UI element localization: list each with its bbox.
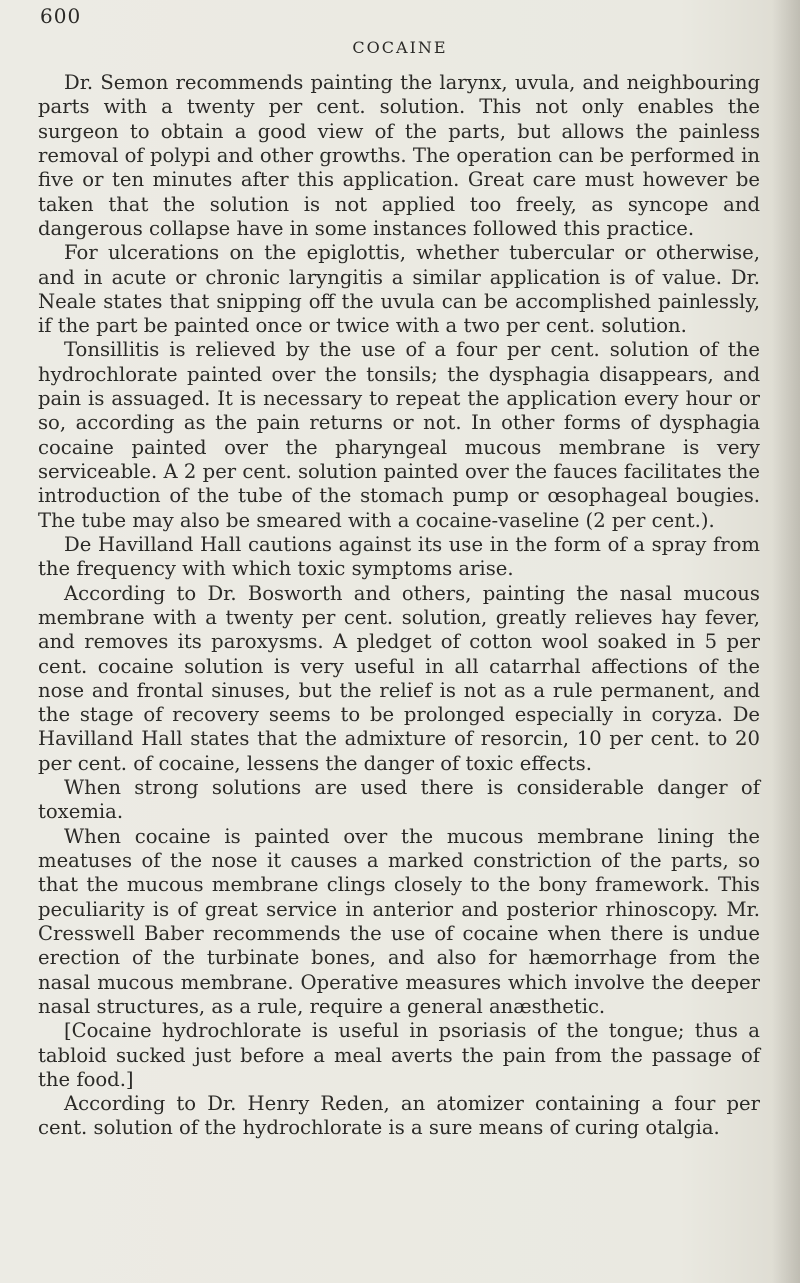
paragraph-tonsillitis: Tonsillitis is relieved by the use of a four per cent. solution of the hydrochlorate painted over the tonsils; the dysphagia disappears, and pain is assuaged. It is necessary to repeat the application every hour or so, according as the pain returns or not. In other forms of dysphagia cocaine painted over the pharyngeal mucous membrane is very serviceable. A 2 per cent. solution painted over the fauces facilitates the introduction of the tube of the stomach pump or œsophageal bougies. The tube may also be smeared with a cocaine-vaseline (2 per cent.). (38, 338, 760, 532)
paragraph-ulcerations: For ulcerations on the epiglottis, whether tubercular or otherwise, and in acute or chronic laryngitis a similar application is of value. Dr. Neale states that snipping off the uvula can be accomplished painlessly, if the part be painted once or twice with a two per cent. solution. (38, 241, 760, 338)
paragraph-otalgia: According to Dr. Henry Reden, an atomizer containing a four per cent. solution of the hydrochlorate is a sure means of curing otalgia. (38, 1092, 760, 1140)
page-number: 600 (40, 4, 82, 28)
paragraph-spray-caution: De Havilland Hall cautions against its use in the form of a spray from the frequency with which toxic symptoms arise. (38, 532, 760, 581)
paragraph-bosworth: According to Dr. Bosworth and others, painting the nasal mucous membrane with a twenty per cent. solution, greatly relieves hay fever, and removes its paroxysms. A pledget of cotton wool soaked in 5 per cent. cocaine solution is very useful in all catarrhal affections of the nose and frontal sinuses, but the relief is not as a rule permanent, and the stage of recovery seems to be prolonged especially in coryza. De Havilland Hall states that the admixture of resorcin, 10 per cent. to 20 per cent. of cocaine, lessens the danger of toxic effects. (38, 581, 760, 775)
running-head: COCAINE (352, 38, 448, 57)
paragraph-nasal-meatuses: When cocaine is painted over the mucous membrane lining the meatuses of the nose it causes a marked constriction of the parts, so that the mucous membrane clings closely to the bony framework. This peculiarity is of great service in anterior and posterior rhinoscopy. Mr. Cresswell Baber recommends the use of cocaine when there is undue erection of the turbinate bones, and also for hæmorrhage from the nasal mucous membrane. Operative measures which involve the deeper nasal structures, as a rule, require a general anæsthetic. (38, 824, 760, 1018)
paragraph-semon: Dr. Semon recommends painting the larynx, uvula, and neighbouring parts with a twenty per cent. solution. This not only enables the surgeon to obtain a good view of the parts, but allows the painless removal of polypi and other growths. The operation can be performed in five or ten minutes after this application. Great care must however be taken that the solution is not applied too freely, as syncope and dangerous collapse have in some instances followed this practice. (38, 71, 760, 240)
body-text (38, 71, 760, 1141)
paragraph-psoriasis: [Cocaine hydrochlorate is useful in psoriasis of the tongue; thus a tabloid sucked just before a meal averts the pain from the passage of the food.] (38, 1019, 760, 1091)
page-edge-shadow (772, 0, 800, 1283)
paragraph-toxemia: When strong solutions are used there is considerable danger of toxemia. (38, 776, 760, 824)
page-header (40, 2, 760, 58)
